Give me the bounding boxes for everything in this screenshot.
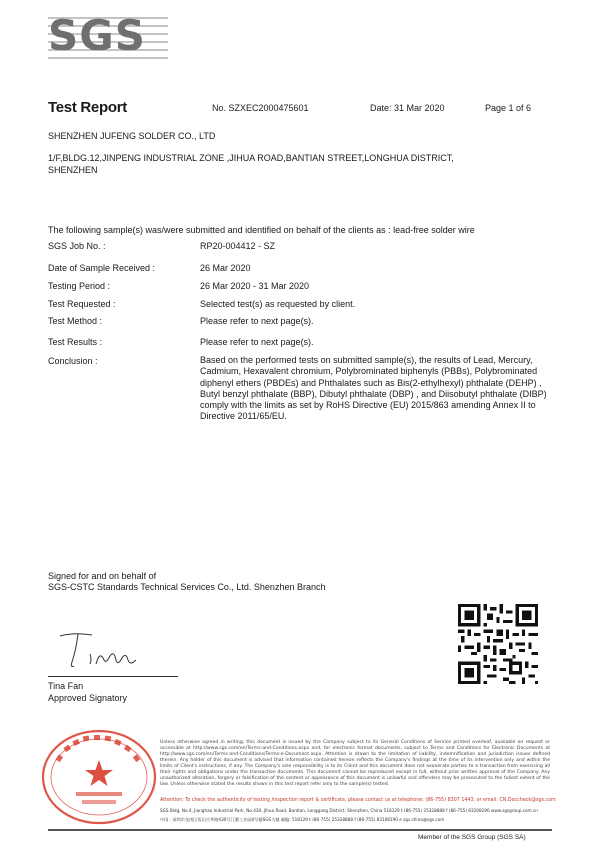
test-results-label: Test Results : <box>48 337 103 347</box>
report-number: No. SZXEC2000475601 <box>212 103 309 113</box>
report-date: Date: 31 Mar 2020 <box>370 103 445 113</box>
client-address-line2: SHENZHEN <box>48 165 98 175</box>
signing-company: SGS-CSTC Standards Technical Services Co., Ltd. Shenzhen Branch <box>48 582 326 592</box>
authenticity-notice: Attention: To check the authenticity of testing /inspection report & certificate, please contact us at telephone: (86-755) 8307 1443, or email: CN.Doccheck@sgs.com <box>160 798 556 803</box>
test-method-label: Test Method : <box>48 316 103 326</box>
footer-address-cn: 中国 · 深圳市龙岗区坂田吉华路430号江灏工业园4号楼SGS大楼 邮编: 518129 t (86-755) 25328888 f (86-755) 83108190 e sgs.china@sgs.com <box>160 817 445 822</box>
sgs-logo-text: SGS <box>48 11 146 60</box>
report-title: Test Report <box>48 99 127 116</box>
client-name: SHENZHEN JUFENG SOLDER CO., LTD <box>48 131 216 141</box>
job-no-label: SGS Job No. : <box>48 241 106 251</box>
signatory-title: Approved Signatory <box>48 693 128 703</box>
sample-received-label: Date of Sample Received : <box>48 263 156 273</box>
test-requested-label: Test Requested : <box>48 299 116 309</box>
handwritten-signature <box>56 630 166 672</box>
footer-address-en: SGS Bldg, No.4, Jianghao Industrial Park, No.430, Jihua Road, Bantian, Longgang District, Shenzhen, China 518129 t (86-755) 25328888 f (86-755) 83108190 www.sgsgroup.com.cn <box>160 808 538 813</box>
testing-period-value: 26 Mar 2020 - 31 Mar 2020 <box>200 281 310 291</box>
job-no-value: RP20-004412 - SZ <box>200 241 276 251</box>
signature-line <box>48 676 178 677</box>
signed-for-label: Signed for and on behalf of <box>48 571 157 581</box>
test-requested-value: Selected test(s) as requested by client. <box>200 299 356 309</box>
legal-disclaimer: Unless otherwise agreed in writing, this document is issued by the Company subject to its General Conditions of Service printed overleaf, available on request or accessible at http://www.sgs.com/en/Terms-and-Conditions.aspx and, for electronic format documents, subject to Terms and Conditions for Electronic Documents at http://www.sgs.com/en/Terms-and-Conditions/Terms-e-Document.aspx. Attention is drawn to the limitation of liability, indemnification and jurisdiction issues defined therein. Any holder of this document is advised that information contained hereon reflects the Company's findings at the time of its intervention only and within the limits of Client's instructions, if any. The Company's sole responsibility is to its Client and this document does not exonerate parties to a transaction from exercising all their rights and obligations under the transaction documents. This document cannot be reproduced except in full, without prior written approval of the Company. Any unauthorized alteration, forgery or falsification of the content or appearance of this document is unlawful and offenders may be prosecuted to the fullest extent of the law. Unless otherwise stated the results shown in this test report refer only to the sample(s) tested. <box>160 740 550 787</box>
client-address-line1: 1/F,BLDG.12,JINPENG INDUSTRIAL ZONE ,JIHUA ROAD,BANTIAN STREET,LONGHUA DISTRICT, <box>48 153 454 163</box>
signatory-name: Tina Fan <box>48 681 84 691</box>
test-results-value: Please refer to next page(s). <box>200 337 314 347</box>
test-method-value: Please refer to next page(s). <box>200 316 314 326</box>
page-indicator: Page 1 of 6 <box>485 103 532 113</box>
testing-period-label: Testing Period : <box>48 281 111 291</box>
footer-divider <box>48 829 552 831</box>
conclusion-text: Based on the performed tests on submitted sample(s), the results of Lead, Mercury, Cadmium, Hexavalent chromium, Polybrominated biphenyls (PBBs), Polybrominated diphenyl ethers (PBDEs) and Phthalates such as Bis(2-ethylhexyl) phthalate (DEHP) , Butyl benzyl phthalate (BBP), Dibutyl phthalate (DBP) , and Diisobutyl phthalate (DIBP) comply with the limits as set by RoHS Directive (EU) 2015/863 amending Annex II to Directive 2011/65/EU. <box>200 355 547 422</box>
qr-code-icon <box>458 604 538 684</box>
member-of-sgs-group: Member of the SGS Group (SGS SA) <box>418 834 526 841</box>
conclusion-label: Conclusion : <box>48 356 98 366</box>
intro-statement: The following sample(s) was/were submitted and identified on behalf of the clients as : lead-free solder wire <box>48 225 475 235</box>
sample-received-value: 26 Mar 2020 <box>200 263 251 273</box>
company-seal-icon <box>40 728 158 826</box>
